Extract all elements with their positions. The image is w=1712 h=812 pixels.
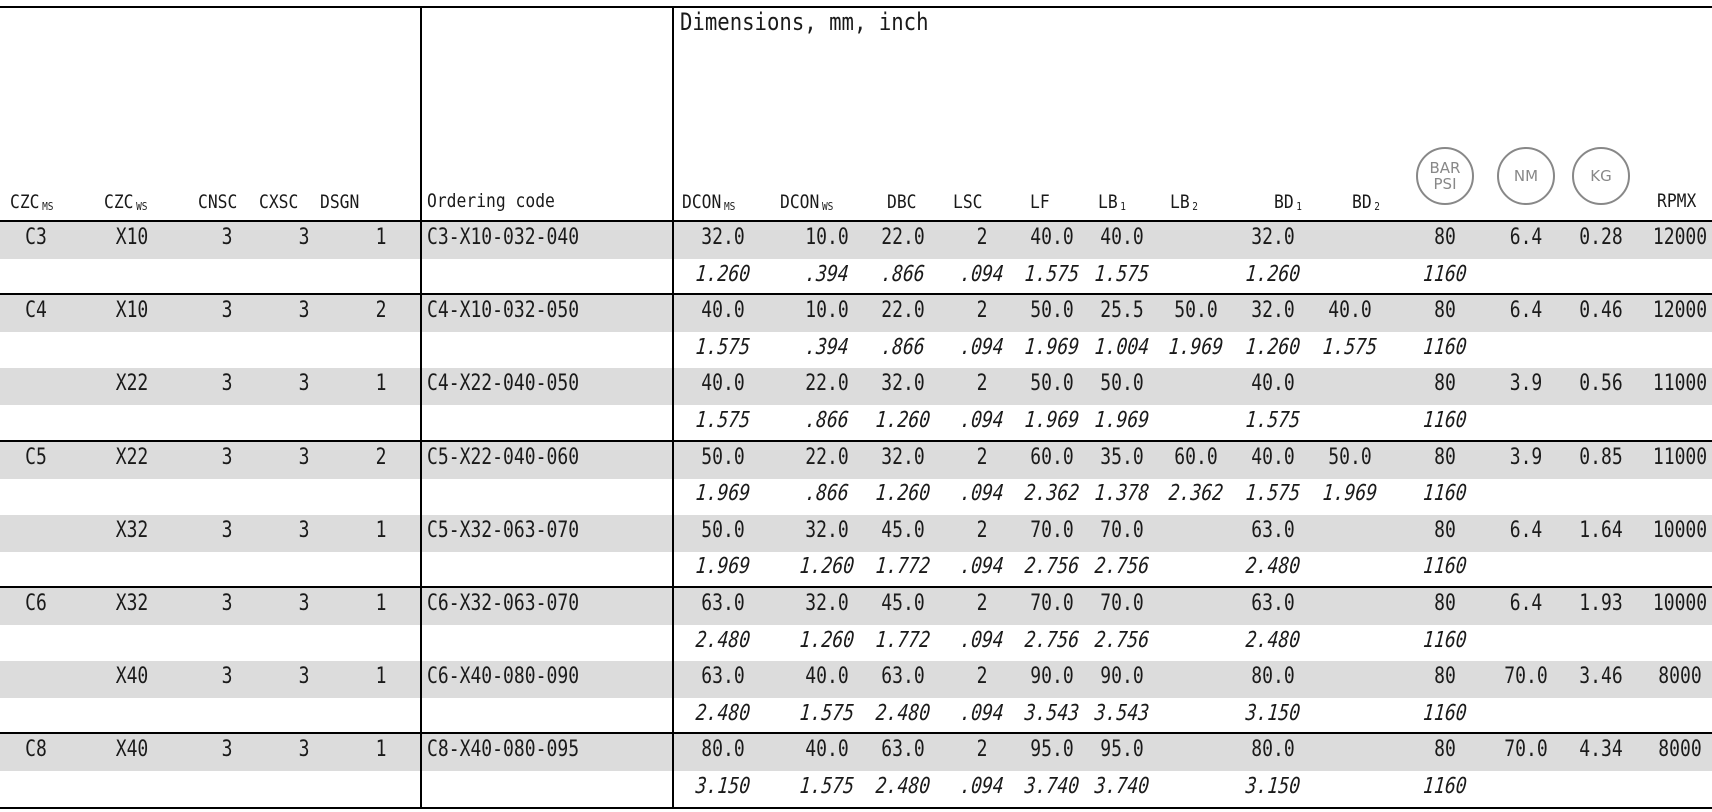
header-lb-2-text: LB <box>1170 191 1190 213</box>
inch-value-cell: .866 <box>880 334 926 360</box>
inch-value-cell: 2.362 <box>1167 481 1225 507</box>
metric-value-cell: 40.0 <box>1328 298 1372 324</box>
metric-value-cell: 45.0 <box>881 517 925 543</box>
header-dsgn <box>320 191 359 213</box>
czc-ws-cell: X10 <box>115 298 149 324</box>
metric-value-cell: 6.4 <box>1509 517 1543 543</box>
inch-value-cell: 1.575 <box>798 700 856 726</box>
ordering-code-cell: C6-X40-080-090 <box>427 664 580 690</box>
metric-value-cell: 6.4 <box>1509 298 1543 324</box>
metric-value-cell: 22.0 <box>881 298 925 324</box>
inch-value-cell: 3.543 <box>1023 700 1081 726</box>
metric-value-cell: 32.0 <box>881 444 925 470</box>
inch-value-cell: .094 <box>959 261 1005 287</box>
metric-value-cell: 2 <box>976 591 988 616</box>
inch-value-cell: 1.260 <box>694 261 752 287</box>
inch-value-cell: 1160 <box>1422 554 1468 580</box>
metric-value-cell: 2 <box>976 444 988 470</box>
dsgn-cell: 1 <box>375 225 387 250</box>
metric-value-cell: 8000 <box>1658 664 1702 690</box>
inch-value-cell: .866 <box>804 481 850 507</box>
header-bd-1 <box>1274 191 1302 213</box>
metric-value-cell: 50.0 <box>1100 371 1144 397</box>
inch-value-cell: 2.480 <box>694 700 752 726</box>
metric-value-cell: 1.93 <box>1579 591 1623 616</box>
metric-value-cell: 32.0 <box>881 371 925 397</box>
metric-value-cell: 2 <box>976 517 988 543</box>
inch-value-cell: 2.480 <box>1244 554 1302 580</box>
inch-value-cell: 1.260 <box>798 627 856 653</box>
inch-value-cell: 1.575 <box>1244 408 1302 433</box>
inch-value-cell: .094 <box>959 700 1005 726</box>
inch-value-cell: 1.575 <box>694 408 752 433</box>
ordering-code-cell: C8-X40-080-095 <box>427 737 580 763</box>
metric-value-cell: 1.64 <box>1579 517 1623 543</box>
inch-value-cell: 2.480 <box>1244 627 1302 653</box>
metric-value-cell: 4.34 <box>1579 737 1623 763</box>
inch-value-cell: 1.772 <box>874 627 932 653</box>
metric-value-cell: 63.0 <box>701 591 745 616</box>
metric-value-cell: 70.0 <box>1030 517 1074 543</box>
metric-value-cell: 80 <box>1434 591 1456 616</box>
metric-value-cell: 95.0 <box>1100 737 1144 763</box>
inch-value-cell: 3.150 <box>1244 774 1302 799</box>
inch-value-cell: 3.740 <box>1093 774 1151 799</box>
inch-value-cell: .094 <box>959 481 1005 507</box>
inch-value-cell: 1160 <box>1422 627 1468 653</box>
ordering-code-cell: C5-X22-040-060 <box>427 444 580 470</box>
header-lb-1-subscript: 1 <box>1120 200 1126 213</box>
inch-value-cell: .094 <box>959 774 1005 799</box>
inch-value-cell: 1160 <box>1422 481 1468 507</box>
inch-value-cell: 1.969 <box>694 554 752 580</box>
metric-value-cell: 50.0 <box>701 517 745 543</box>
metric-value-cell: 80.0 <box>1251 737 1295 763</box>
group-divider <box>0 586 1712 588</box>
dsgn-cell: 2 <box>375 444 387 470</box>
cxsc-cell: 3 <box>298 517 310 543</box>
metric-value-cell: 22.0 <box>805 371 849 397</box>
header-dcon-ws <box>780 191 833 213</box>
metric-value-cell: 63.0 <box>881 737 925 763</box>
inch-value-cell: 1.575 <box>1244 481 1302 507</box>
czc-ws-cell: X40 <box>115 737 149 763</box>
header-lb-1-text: LB <box>1098 191 1118 213</box>
cxsc-cell: 3 <box>298 591 310 616</box>
metric-value-cell: 80 <box>1434 371 1456 397</box>
header-czc-ms-text: CZC <box>10 191 40 213</box>
inch-value-cell: 1.969 <box>1023 334 1081 360</box>
inch-value-cell: .394 <box>804 261 850 287</box>
cnsc-cell: 3 <box>221 298 233 324</box>
dsgn-cell: 2 <box>375 298 387 324</box>
metric-value-cell: 50.0 <box>1030 371 1074 397</box>
czc-ws-cell: X40 <box>115 664 149 690</box>
table-bottom-rule <box>0 807 1712 809</box>
cxsc-cell: 3 <box>298 298 310 324</box>
header-lf <box>1030 191 1050 213</box>
group-divider <box>0 440 1712 442</box>
metric-value-cell: 80 <box>1434 298 1456 324</box>
header-bd-2 <box>1352 191 1380 213</box>
header-lb-2 <box>1170 191 1198 213</box>
header-cnsc-text: CNSC <box>198 191 238 213</box>
inch-value-cell: 2.480 <box>694 627 752 653</box>
header-czc-ws-subscript: WS <box>136 200 148 213</box>
dsgn-cell: 1 <box>375 737 387 763</box>
dsgn-cell: 1 <box>375 517 387 543</box>
inch-value-cell: 1.004 <box>1093 334 1151 360</box>
inch-value-cell: 3.740 <box>1023 774 1081 799</box>
cxsc-cell: 3 <box>298 444 310 470</box>
inch-value-cell: 1.772 <box>874 554 932 580</box>
inch-value-cell: 1.969 <box>694 481 752 507</box>
header-lb-2-subscript: 2 <box>1192 200 1198 213</box>
metric-value-cell: 40.0 <box>1251 444 1295 470</box>
metric-value-cell: 3.46 <box>1579 664 1623 690</box>
inch-value-cell: 1160 <box>1422 261 1468 287</box>
cnsc-cell: 3 <box>221 591 233 616</box>
ordering-code-cell: C4-X22-040-050 <box>427 371 580 397</box>
header-dcon-ws-subscript: WS <box>821 200 834 213</box>
inch-value-cell: 1.260 <box>1244 261 1302 287</box>
header-bd-2-subscript: 2 <box>1374 200 1380 213</box>
inch-value-cell: .866 <box>880 261 926 287</box>
inch-value-cell: 3.150 <box>1244 700 1302 726</box>
metric-value-cell: 32.0 <box>1251 225 1295 250</box>
dsgn-cell: 1 <box>375 591 387 616</box>
inch-value-cell: .094 <box>959 627 1005 653</box>
inch-value-cell: 1.260 <box>798 554 856 580</box>
metric-value-cell: 25.5 <box>1100 298 1144 324</box>
metric-value-cell: 10.0 <box>805 225 849 250</box>
inch-value-cell: 1.575 <box>798 774 856 799</box>
header-czc-ms-subscript: MS <box>42 200 54 213</box>
header-czc-ws-text: CZC <box>104 191 134 213</box>
metric-value-cell: 32.0 <box>805 517 849 543</box>
table-top-rule <box>0 6 1712 8</box>
metric-value-cell: 70.0 <box>1504 664 1548 690</box>
icon-label: NM <box>1513 167 1539 185</box>
metric-value-cell: 40.0 <box>1030 225 1074 250</box>
header-czc-ms <box>10 191 53 213</box>
inch-value-cell: 1.575 <box>1023 261 1081 287</box>
metric-value-cell: 50.0 <box>701 444 745 470</box>
dsgn-cell: 1 <box>375 664 387 690</box>
inch-value-cell: 3.150 <box>694 774 752 799</box>
metric-value-cell: 60.0 <box>1030 444 1074 470</box>
czc-ms-cell: C5 <box>25 444 47 470</box>
inch-value-cell: 1160 <box>1422 334 1468 360</box>
metric-value-cell: 70.0 <box>1100 591 1144 616</box>
header-cnsc <box>198 191 237 213</box>
ordering-code-header: Ordering code <box>427 190 555 212</box>
metric-value-cell: 6.4 <box>1509 225 1543 250</box>
product-dimension-table <box>0 6 1712 806</box>
cnsc-cell: 3 <box>221 371 233 397</box>
metric-value-cell: 11000 <box>1652 371 1708 397</box>
header-lf-text: LF <box>1030 191 1050 213</box>
metric-value-cell: 63.0 <box>701 664 745 690</box>
icon-label: PSI <box>1433 175 1457 193</box>
inch-value-cell: 1.260 <box>874 408 932 433</box>
metric-value-cell: 3.9 <box>1509 371 1543 397</box>
czc-ws-cell: X32 <box>115 517 149 543</box>
header-dsgn-text: DSGN <box>320 191 360 213</box>
metric-value-cell: 0.85 <box>1579 444 1623 470</box>
metric-value-cell: 22.0 <box>881 225 925 250</box>
inch-value-cell: 1.969 <box>1321 481 1379 507</box>
inch-value-cell: 1.260 <box>1244 334 1302 360</box>
czc-ms-cell: C8 <box>25 737 47 763</box>
cnsc-cell: 3 <box>221 225 233 250</box>
inch-value-cell: .866 <box>804 408 850 433</box>
metric-value-cell: 80 <box>1434 225 1456 250</box>
header-lb-1 <box>1098 191 1126 213</box>
metric-value-cell: 70.0 <box>1100 517 1144 543</box>
header-cxsc <box>259 191 298 213</box>
metric-value-cell: 35.0 <box>1100 444 1144 470</box>
metric-value-cell: 63.0 <box>1251 517 1295 543</box>
metric-value-cell: 80 <box>1434 517 1456 543</box>
metric-value-cell: 32.0 <box>805 591 849 616</box>
header-lsc-text: LSC <box>953 191 983 213</box>
inch-value-cell: 3.543 <box>1093 700 1151 726</box>
header-dcon-ms-subscript: MS <box>723 200 736 213</box>
inch-value-cell: 1.378 <box>1093 481 1151 507</box>
metric-value-cell: 40.0 <box>1251 371 1295 397</box>
metric-value-cell: 12000 <box>1652 298 1708 324</box>
metric-value-cell: 63.0 <box>881 664 925 690</box>
header-dcon-ms-text: DCON <box>682 191 722 213</box>
cxsc-cell: 3 <box>298 371 310 397</box>
metric-value-cell: 10.0 <box>805 298 849 324</box>
metric-value-cell: 12000 <box>1652 225 1708 250</box>
ordering-code-cell: C5-X32-063-070 <box>427 517 580 543</box>
metric-value-cell: 80.0 <box>701 737 745 763</box>
icon-label: BAR <box>1429 159 1461 177</box>
metric-value-cell: 50.0 <box>1030 298 1074 324</box>
inch-value-cell: 2.480 <box>874 774 932 799</box>
inch-value-cell: 1.575 <box>1321 334 1379 360</box>
torque-nm-icon <box>1497 147 1555 205</box>
metric-value-cell: 95.0 <box>1030 737 1074 763</box>
metric-value-cell: 80.0 <box>1251 664 1295 690</box>
inch-value-cell: 1.969 <box>1167 334 1225 360</box>
inch-value-cell: 1.575 <box>1093 261 1151 287</box>
czc-ws-cell: X22 <box>115 444 149 470</box>
metric-value-cell: 8000 <box>1658 737 1702 763</box>
header-cxsc-text: CXSC <box>259 191 299 213</box>
header-dbc <box>887 191 917 213</box>
weight-kg-icon <box>1572 147 1630 205</box>
czc-ms-cell: C4 <box>25 298 47 324</box>
metric-value-cell: 0.46 <box>1579 298 1623 324</box>
rpmx-header: RPMX <box>1657 190 1697 212</box>
ordering-code-cell: C4-X10-032-050 <box>427 298 580 324</box>
column-divider <box>672 6 674 809</box>
metric-value-cell: 80 <box>1434 444 1456 470</box>
inch-value-cell: 1.969 <box>1023 408 1081 433</box>
metric-value-cell: 50.0 <box>1174 298 1218 324</box>
metric-value-cell: 40.0 <box>805 737 849 763</box>
header-czc-ws <box>104 191 147 213</box>
icon-label: KG <box>1590 167 1612 185</box>
metric-value-cell: 32.0 <box>1251 298 1295 324</box>
metric-value-cell: 0.28 <box>1579 225 1623 250</box>
metric-value-cell: 90.0 <box>1030 664 1074 690</box>
dsgn-cell: 1 <box>375 371 387 397</box>
metric-value-cell: 90.0 <box>1100 664 1144 690</box>
group-divider <box>0 293 1712 295</box>
inch-value-cell: 2.756 <box>1023 554 1081 580</box>
czc-ms-cell: C3 <box>25 225 47 250</box>
inch-value-cell: .394 <box>804 334 850 360</box>
inch-value-cell: 1160 <box>1422 700 1468 726</box>
group-divider <box>0 732 1712 734</box>
inch-value-cell: 2.756 <box>1023 627 1081 653</box>
inch-value-cell: 1160 <box>1422 408 1468 433</box>
metric-value-cell: 0.56 <box>1579 371 1623 397</box>
metric-value-cell: 10000 <box>1652 517 1708 543</box>
inch-value-cell: .094 <box>959 408 1005 433</box>
metric-value-cell: 3.9 <box>1509 444 1543 470</box>
header-dcon-ws-text: DCON <box>780 191 820 213</box>
metric-value-cell: 80 <box>1434 664 1456 690</box>
header-lsc <box>953 191 983 213</box>
metric-value-cell: 40.0 <box>805 664 849 690</box>
inch-value-cell: 2.480 <box>874 700 932 726</box>
column-divider <box>420 6 422 809</box>
cxsc-cell: 3 <box>298 225 310 250</box>
cxsc-cell: 3 <box>298 664 310 690</box>
metric-value-cell: 22.0 <box>805 444 849 470</box>
metric-value-cell: 60.0 <box>1174 444 1218 470</box>
czc-ws-cell: X10 <box>115 225 149 250</box>
inch-value-cell: .094 <box>959 334 1005 360</box>
inch-value-cell: 1.260 <box>874 481 932 507</box>
metric-value-cell: 40.0 <box>701 298 745 324</box>
inch-value-cell: 2.756 <box>1093 627 1151 653</box>
czc-ms-cell: C6 <box>25 591 47 616</box>
header-bottom-rule <box>0 220 1712 222</box>
metric-value-cell: 70.0 <box>1504 737 1548 763</box>
metric-value-cell: 70.0 <box>1030 591 1074 616</box>
header-bd-2-text: BD <box>1352 191 1372 213</box>
metric-value-cell: 2 <box>976 737 988 763</box>
inch-value-cell: 2.362 <box>1023 481 1081 507</box>
header-dbc-text: DBC <box>887 191 917 213</box>
czc-ws-cell: X22 <box>115 371 149 397</box>
inch-value-cell: 1160 <box>1422 774 1468 799</box>
pressure-bar-psi-icon <box>1416 147 1474 205</box>
cnsc-cell: 3 <box>221 664 233 690</box>
metric-value-cell: 6.4 <box>1509 591 1543 616</box>
header-bd-1-text: BD <box>1274 191 1294 213</box>
dimensions-title: Dimensions, mm, inch <box>680 8 929 36</box>
metric-value-cell: 2 <box>976 371 988 397</box>
metric-value-cell: 40.0 <box>1100 225 1144 250</box>
czc-ws-cell: X32 <box>115 591 149 616</box>
cxsc-cell: 3 <box>298 737 310 763</box>
inch-value-cell: 1.575 <box>694 334 752 360</box>
metric-value-cell: 80 <box>1434 737 1456 763</box>
metric-value-cell: 32.0 <box>701 225 745 250</box>
metric-value-cell: 63.0 <box>1251 591 1295 616</box>
metric-value-cell: 2 <box>976 664 988 690</box>
metric-value-cell: 45.0 <box>881 591 925 616</box>
cnsc-cell: 3 <box>221 517 233 543</box>
cnsc-cell: 3 <box>221 737 233 763</box>
inch-value-cell: 2.756 <box>1093 554 1151 580</box>
inch-value-cell: 1.969 <box>1093 408 1151 433</box>
metric-value-cell: 10000 <box>1652 591 1708 616</box>
inch-value-cell: .094 <box>959 554 1005 580</box>
metric-value-cell: 11000 <box>1652 444 1708 470</box>
header-dcon-ms <box>682 191 735 213</box>
ordering-code-cell: C3-X10-032-040 <box>427 225 580 250</box>
cnsc-cell: 3 <box>221 444 233 470</box>
metric-value-cell: 2 <box>976 298 988 324</box>
metric-value-cell: 50.0 <box>1328 444 1372 470</box>
metric-value-cell: 40.0 <box>701 371 745 397</box>
metric-value-cell: 2 <box>976 225 988 250</box>
header-bd-1-subscript: 1 <box>1296 200 1302 213</box>
ordering-code-cell: C6-X32-063-070 <box>427 591 580 616</box>
